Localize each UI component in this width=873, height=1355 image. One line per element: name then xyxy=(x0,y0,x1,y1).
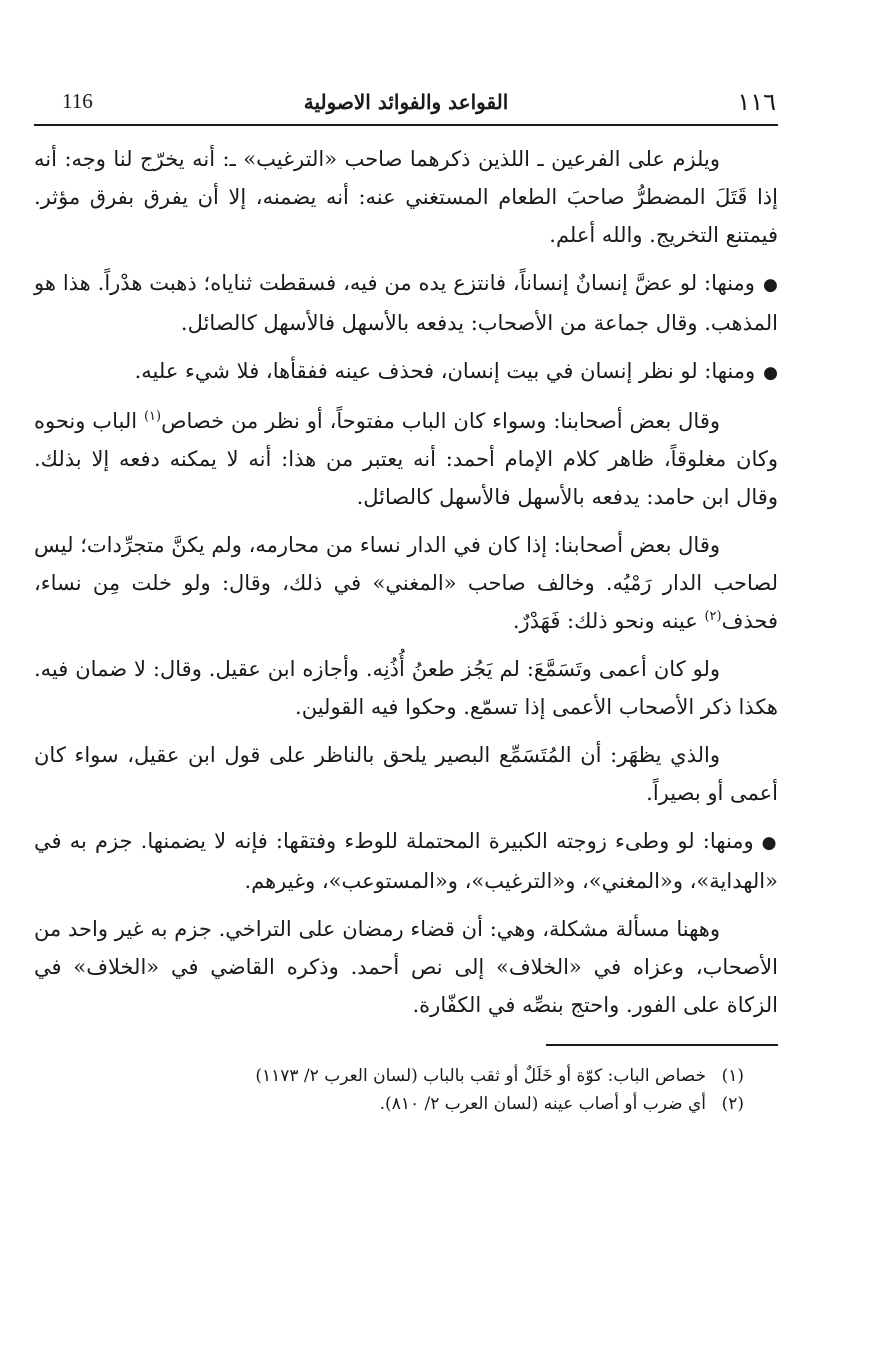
paragraph-bulleted: ●ومنها: لو وطىء زوجته الكبيرة المحتملة للوطء وفتقها: فإنه لا يضمنها. جزم به في «الهداية»، و«المغني»، و«الترغيب»، و«المستوعب»، وغيرهم. xyxy=(34,829,778,893)
page-number-latin: 116 xyxy=(62,89,93,113)
paragraph: والذي يظهَر: أن المُتَسَمِّع البصير يلحق بالناظر على قول ابن عقيل، سواء كان أعمى أو بصيراً. xyxy=(34,743,778,805)
running-title: القواعد والفوائد الاصولية xyxy=(303,90,509,114)
footnote-number: (١) xyxy=(721,1066,744,1086)
paragraph: ولو كان أعمى وتَسَمَّعَ: لم يَجُز طعنُ أُذُنِه. وأجازه ابن عقيل. وقال: لا ضمان فيه. هكذا ذكر الأصحاب الأعمى إذا تسمّع. وحكوا فيه القولين. xyxy=(34,657,778,719)
footnote-text: خصاص الباب: كوّة أو خَلَلٌ أو ثقب بالباب (لسان العرب ٢/ ١١٧٣) xyxy=(255,1066,706,1086)
page-number-arabic: ١١٦ xyxy=(737,88,776,116)
paragraph: ويلزم على الفرعين ـ اللذين ذكرهما صاحب «الترغيب» ـ: أنه يخرّج لنا وجه: أنه إذا قَتَلَ المضطرُّ صاحبَ الطعام المستغني عنه: أنه يضمنه، إلا أن يفرق بفرق مؤثر. فيمتنع التخريج. والله أعلم. xyxy=(34,147,778,247)
paragraph-bulleted: ●ومنها: لو عضَّ إنسانٌ إنساناً، فانتزع يده من فيه، فسقطت ثناياه؛ ذهبت هدْراً. هذا هو المذهب. وقال جماعة من الأصحاب: يدفعه بالأسهل فالأسهل كالصائل. xyxy=(34,271,778,335)
paragraph: وقال بعض أصحابنا: إذا كان في الدار نساء من محارمه، ولم يكنَّ متجرِّدات؛ ليس لصاحب الدار رَمْيُه. وخالف صاحب «المغني» في ذلك، وقال: ولو خلت مِن نساء، فحذف$^{(٢)}$ عينه ونحو ذلك: فَهَدْرٌ. xyxy=(34,533,778,633)
main-text xyxy=(34,140,778,1024)
paragraph-bulleted: ●ومنها: لو نظر إنسان في بيت إنسان، فحذف عينه ففقأها، فلا شيء عليه. xyxy=(134,359,778,383)
page-header xyxy=(34,84,778,126)
paragraph: وقال بعض أصحابنا: وسواء كان الباب مفتوحاً، أو نظر من خصاص$^{(١)}$ الباب ونحوه وكان مغلوقاً، ظاهر كلام الإمام أحمد: أنه يعتبر من هذا: أنه لا يمكنه دفعه إلا بذلك. وقال ابن حامد: يدفعه بالأسهل فالأسهل كالصائل. xyxy=(34,409,778,509)
footnote-text: أي ضرب أو أصاب عينه (لسان العرب ٢/ ٨١٠). xyxy=(379,1094,706,1114)
bullet-icon: ● xyxy=(761,833,778,853)
footnote-number: (٢) xyxy=(721,1094,744,1114)
bullet-icon: ● xyxy=(762,275,778,295)
footnotes xyxy=(34,1044,778,1118)
footnote-ref[interactable]: (٢) xyxy=(704,609,722,624)
footnote-ref[interactable]: (١) xyxy=(143,409,162,424)
footnote-item xyxy=(34,1090,778,1118)
footnote-divider xyxy=(546,1044,778,1046)
document-page xyxy=(34,84,778,1118)
paragraph: وههنا مسألة مشكلة، وهي: أن قضاء رمضان على التراخي. جزم به غير واحد من الأصحاب، وعزاه في «الخلاف» إلى نص أحمد. وذكره القاضي في «الخلاف» في الزكاة على الفور. واحتج بنصِّه في الكفّارة. xyxy=(34,917,778,1017)
footnote-item xyxy=(34,1062,778,1090)
bullet-icon: ● xyxy=(763,363,778,383)
